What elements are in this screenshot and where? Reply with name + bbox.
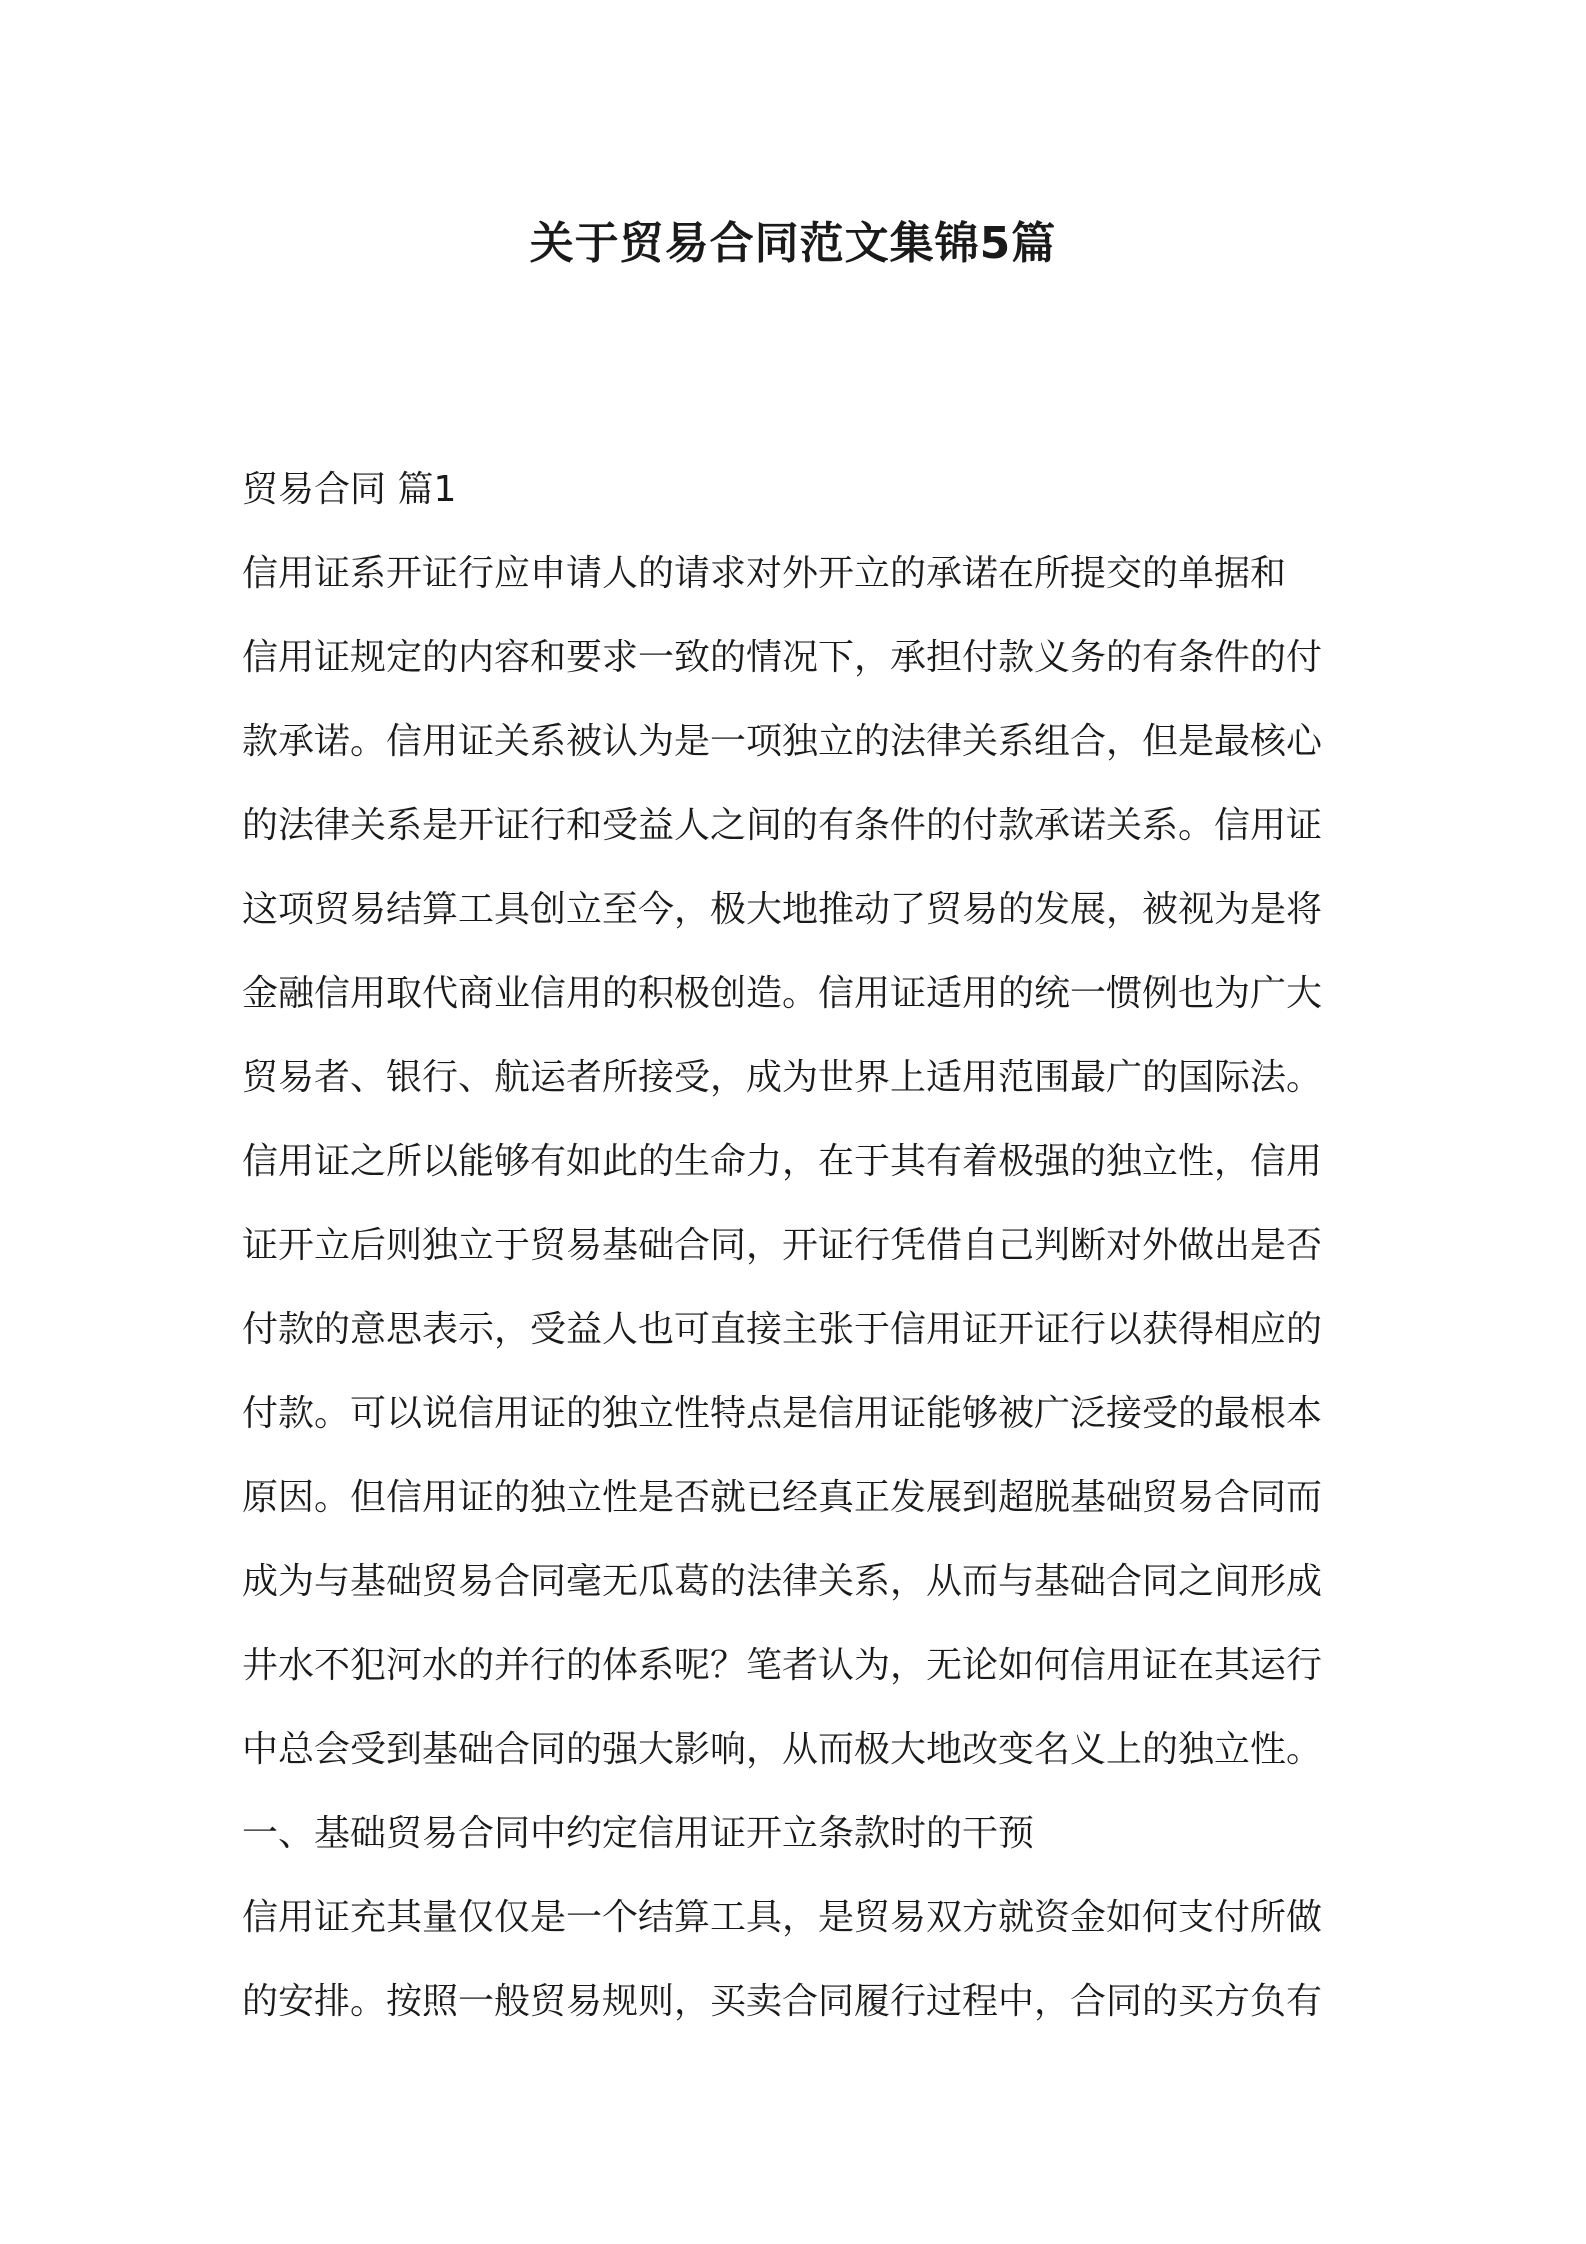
document-title: 关于贸易合同范文集锦5篇 [529, 218, 1057, 269]
paragraph-line: 信用证之所以能够有如此的生命力，在于其有着极强的独立性，信用 [242, 1141, 1323, 1182]
document-body [242, 448, 1352, 2044]
paragraph-line: 信用证充其量仅仅是一个结算工具，是贸易双方就资金如何支付所做 [242, 1897, 1323, 1938]
paragraph-line: 款承诺。信用证关系被认为是一项独立的法律关系组合，但是最核心 [242, 721, 1323, 762]
paragraph-line: 信用证规定的内容和要求一致的情况下，承担付款义务的有条件的付 [242, 637, 1323, 678]
paragraph-line: 贸易者、银行、航运者所接受，成为世界上适用范围最广的国际法。 [242, 1057, 1323, 1098]
paragraph-line: 成为与基础贸易合同毫无瓜葛的法律关系，从而与基础合同之间形成 [242, 1561, 1323, 1602]
paragraph-line: 中总会受到基础合同的强大影响，从而极大地改变名义上的独立性。 [242, 1729, 1323, 1770]
paragraph-line: 的安排。按照一般贸易规则，买卖合同履行过程中，合同的买方负有 [242, 1981, 1323, 2022]
paragraph-line: 证开立后则独立于贸易基础合同，开证行凭借自己判断对外做出是否 [242, 1225, 1323, 1266]
paragraph-line: 信用证系开证行应申请人的请求对外开立的承诺在所提交的单据和 [242, 553, 1287, 594]
paragraph-2 [242, 1876, 1352, 2044]
paragraph-line: 这项贸易结算工具创立至今，极大地推动了贸易的发展，被视为是将 [242, 889, 1323, 930]
paragraph-line: 原因。但信用证的独立性是否就已经真正发展到超脱基础贸易合同而 [242, 1477, 1323, 1518]
paragraph-line: 付款。可以说信用证的独立性特点是信用证能够被广泛接受的最根本 [242, 1393, 1323, 1434]
paragraph-line: 的法律关系是开证行和受益人之间的有条件的付款承诺关系。信用证 [242, 805, 1323, 846]
paragraph-line: 金融信用取代商业信用的积极创造。信用证适用的统一惯例也为广大 [242, 973, 1323, 1014]
section-label: 贸易合同 篇1 [242, 469, 457, 510]
paragraph-1 [242, 532, 1352, 1792]
paragraph-line: 井水不犯河水的并行的体系呢？笔者认为，无论如何信用证在其运行 [242, 1645, 1323, 1686]
subheading-1: 一、基础贸易合同中约定信用证开立条款时的干预 [242, 1813, 1035, 1854]
paragraph-line: 付款的意思表示，受益人也可直接主张于信用证开证行以获得相应的 [242, 1309, 1323, 1350]
